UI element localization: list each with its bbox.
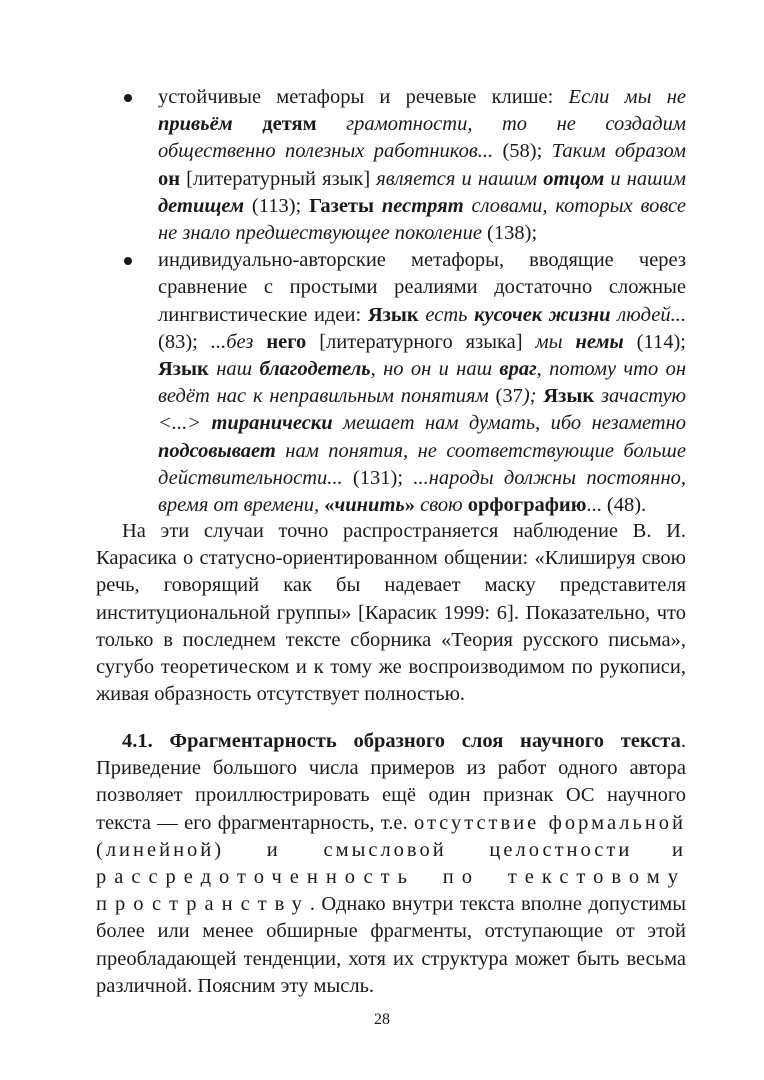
text-run: ...народы должны постоянно, время от времени, — [158, 466, 686, 517]
text-run: Газеты — [309, 194, 375, 217]
text-run: Язык — [543, 385, 595, 408]
text-run: индивидуально-авторские метафоры, вводящие через сравнение с простыми реалиями достаточно сложные лингвистические идеи: — [158, 249, 686, 326]
text-run: (83); — [158, 330, 211, 353]
text-run: немы — [575, 330, 624, 353]
text-run: На эти случаи точно распространяется наблюдение В. И. Карасика о статусно-ориентированном общении: «Клишируя свою речь, говорящий как бы надевает маску представителя институциональной группы» [Карасик 1999: 6]. Показательно, что только в последнем тексте сборника «Теория русского письма», сугубо теоретическом и к тому же воспроизводимом по рукописи, живая образность отсутствует полностью. — [96, 520, 686, 706]
text-run: « — [324, 494, 335, 517]
text-run: орфографию — [467, 494, 587, 517]
text-run: (58); — [493, 140, 552, 163]
text-run: . Приведение большого числа примеров из работ одного автора позволяет проиллюстрировать ещё один признак ОС научного текста — его фрагментарность, т.е. — [96, 730, 686, 834]
text-run: . Однако внутри текста вполне допустимы более или менее обширные фрагменты, отступающие от этой преобладающей тенденции, хотя их структура может быть весьма различной. Поясним эту мысль. — [96, 893, 686, 997]
text-run: него — [266, 330, 307, 353]
text-run: , потому что он ведёт нас к неправильным понятиям — [158, 358, 686, 408]
text-run: (114); — [623, 330, 687, 353]
text-run: подсовывает — [158, 439, 276, 462]
text-run: детищем — [158, 194, 245, 217]
text-run: рассредоточенность по текстовому пространству — [96, 866, 686, 916]
text-run: Язык — [367, 303, 419, 326]
text-run: [литературного языка] — [306, 330, 536, 353]
text-run: (131); — [342, 466, 414, 489]
text-run: нам понятия, не соответствующие больше действительности... — [158, 439, 686, 489]
text-run: наш — [208, 358, 260, 381]
text-run: мы — [535, 330, 576, 353]
text-run: тиранически — [211, 412, 333, 435]
text-run: словами, которых вовсе не знало предшествующее поколение — [158, 194, 686, 245]
text-run — [233, 113, 263, 135]
bullet-icon — [124, 94, 132, 102]
text-run: [литературный язык] — [180, 167, 377, 190]
text-run: отцом — [543, 167, 605, 190]
text-run: благодетель — [259, 358, 371, 381]
text-run: Таким образом — [551, 140, 686, 163]
text-run: людей... — [610, 303, 686, 326]
text-run: (37 — [488, 385, 523, 408]
text-run: является и нашим — [376, 167, 544, 190]
text-run — [632, 839, 672, 861]
text-run: » — [404, 494, 416, 517]
text-run: свою — [415, 494, 468, 517]
text-run: чинить — [334, 494, 405, 517]
text-run: детям — [262, 113, 317, 136]
body-paragraph — [96, 518, 686, 708]
text-run: привьём — [158, 113, 233, 136]
bullet-icon — [124, 257, 132, 265]
text-run: есть — [418, 303, 475, 326]
text-run: грамотности, то не создадим общественно полезных работников... — [158, 113, 686, 163]
metaphor-list — [96, 84, 686, 519]
text-run: ); — [522, 385, 537, 408]
text-run: ...без — [210, 330, 267, 353]
text-run: мешает нам думать, ибо незаметно — [332, 412, 686, 435]
list-item-text — [158, 249, 686, 516]
text-run: он — [158, 167, 181, 190]
list-item — [96, 247, 686, 519]
text-run: ... (48). — [586, 494, 647, 517]
text-run: враг — [499, 358, 537, 381]
list-item-text — [158, 86, 686, 244]
text-run: 4.1. Фрагментарность образного слоя научного текста — [122, 730, 681, 752]
page-number: 28 — [374, 1011, 390, 1028]
list-item — [96, 84, 686, 247]
text-run: кусочек жизни — [474, 303, 611, 326]
text-run: отсутствие формальной (линейной) и смысловой целостности — [96, 811, 687, 861]
text-run: устойчивые метафоры и речевые клише: — [158, 86, 569, 108]
text-run: и — [672, 838, 687, 861]
text-run: (138); — [481, 222, 538, 245]
text-run — [374, 195, 382, 217]
text-run: , но он и наш — [370, 358, 500, 381]
text-run: Если мы не — [568, 86, 686, 108]
text-run: зачастую <...> — [158, 385, 687, 435]
text-run: пестрят — [381, 194, 464, 217]
text-run: Язык — [158, 358, 209, 381]
text-run: и нашим — [604, 167, 686, 190]
text-run: (113); — [244, 194, 310, 217]
section-paragraph — [96, 728, 686, 1000]
